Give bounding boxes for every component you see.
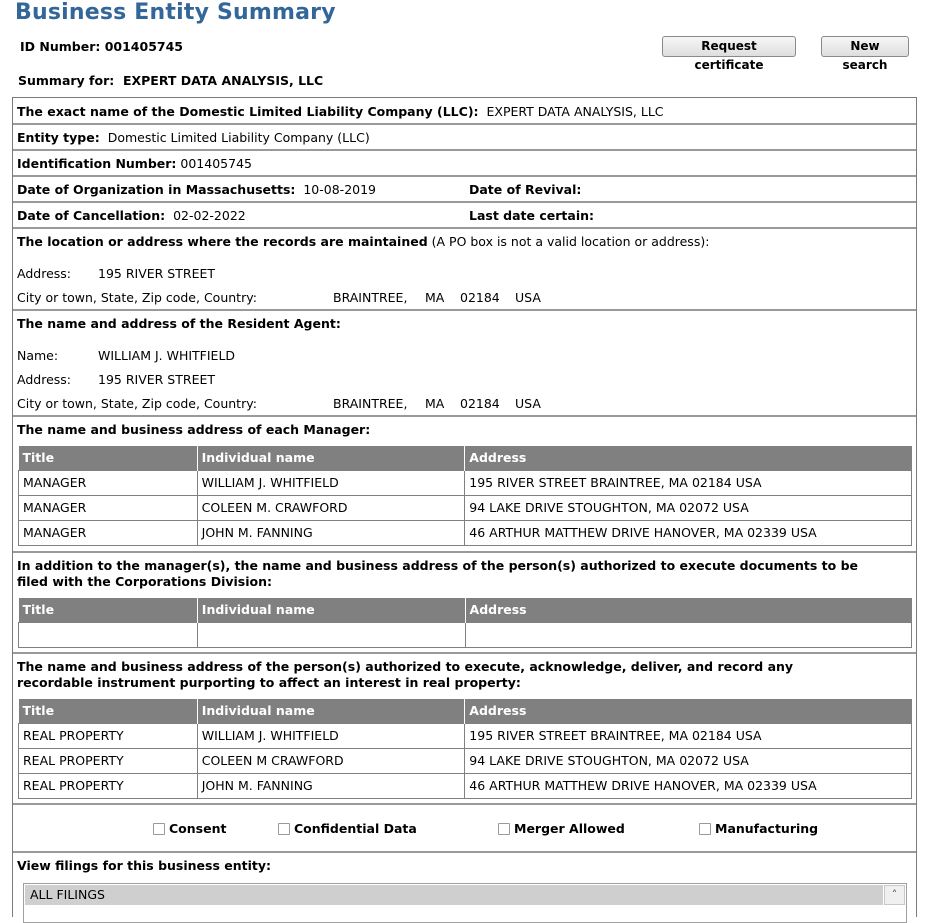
summary-label: Summary for: [18, 73, 115, 88]
property-title: REAL PROPERTY [19, 723, 198, 748]
property-title: REAL PROPERTY [19, 773, 198, 798]
table-row [19, 748, 912, 773]
id-number-value: 001405745 [104, 39, 183, 54]
agent-name-label: Name: [17, 348, 59, 363]
exact-name-value: EXPERT DATA ANALYSIS, LLC [486, 104, 664, 119]
cancellation-label: Date of Cancellation: [17, 208, 166, 223]
agent-city: BRAINTREE, [333, 396, 408, 411]
manager-address: 94 LAKE DRIVE STOUGHTON, MA 02072 USA [465, 495, 912, 520]
records-state: MA [425, 290, 445, 305]
table-row [19, 723, 912, 748]
identification-label: Identification Number: [17, 156, 177, 171]
property-title: REAL PROPERTY [19, 748, 198, 773]
col-title: Title [19, 699, 198, 723]
manager-title: MANAGER [19, 495, 198, 520]
consent-checkbox-box[interactable] [153, 823, 165, 835]
records-address-value: 195 RIVER STREET [98, 266, 215, 281]
resident-agent-section [13, 311, 916, 417]
authorized-table [18, 598, 912, 648]
property-address: 94 LAKE DRIVE STOUGHTON, MA 02072 USA [465, 748, 912, 773]
authorized-section [13, 553, 916, 654]
records-zip: 02184 [460, 290, 500, 305]
property-address: 195 RIVER STREET BRAINTREE, MA 02184 USA [465, 723, 912, 748]
new-search-button[interactable]: New search [821, 36, 909, 57]
manager-title: MANAGER [19, 520, 198, 545]
cancellation-value: 02-02-2022 [173, 208, 246, 223]
manager-name: WILLIAM J. WHITFIELD [197, 470, 465, 495]
summary-for [18, 73, 323, 88]
col-title: Title [19, 446, 198, 470]
col-address: Address [465, 598, 911, 622]
row-organization-date [13, 177, 916, 203]
consent-checkbox[interactable] [153, 821, 226, 836]
confidential-data-checkbox[interactable] [278, 821, 417, 836]
managers-section [13, 417, 916, 553]
real-property-heading-line1: The name and business address of the person(s) authorized to execute, acknowledge, deliver, and record any [17, 659, 794, 674]
records-location-note: (A PO box is not a valid location or address): [431, 234, 710, 249]
records-address-label: Address: [17, 266, 71, 281]
row-entity-type [13, 125, 916, 151]
agent-name-value: WILLIAM J. WHITFIELD [98, 348, 236, 363]
records-location-heading: The location or address where the records are maintained [17, 234, 428, 249]
organization-date-label: Date of Organization in Massachusetts: [17, 182, 296, 197]
revival-date-label: Date of Revival: [469, 182, 582, 197]
col-individual-name: Individual name [197, 699, 465, 723]
row-exact-name [13, 98, 916, 125]
table-row [19, 773, 912, 798]
empty-cell [197, 622, 465, 647]
page-title: Business Entity Summary [15, 0, 336, 25]
records-country: USA [515, 290, 541, 305]
table-row [19, 470, 912, 495]
row-cancellation [13, 203, 916, 229]
agent-city-label: City or town, State, Zip code, Country: [17, 396, 257, 411]
real-property-heading-line2: recordable instrument purporting to affect an interest in real property: [17, 675, 521, 690]
authorized-heading-line2: filed with the Corporations Division: [17, 574, 272, 589]
merger-allowed-checkbox[interactable] [498, 821, 625, 836]
manager-name: COLEEN M. CRAWFORD [197, 495, 465, 520]
property-address: 46 ARTHUR MATTHEW DRIVE HANOVER, MA 02339 USA [465, 773, 912, 798]
agent-address-label: Address: [17, 372, 71, 387]
identification-value: 001405745 [180, 156, 252, 171]
table-row [19, 622, 912, 647]
confidential-checkbox-box[interactable] [278, 823, 290, 835]
table-row [19, 520, 912, 545]
agent-address-value: 195 RIVER STREET [98, 372, 215, 387]
manager-title: MANAGER [19, 470, 198, 495]
scroll-up-arrow-icon[interactable]: ˄ [884, 885, 905, 905]
managers-table [18, 446, 912, 546]
table-row [19, 495, 912, 520]
manufacturing-label: Manufacturing [715, 821, 819, 836]
col-individual-name: Individual name [197, 446, 465, 470]
consent-label: Consent [169, 821, 227, 836]
agent-country: USA [515, 396, 541, 411]
real-property-section [13, 654, 916, 805]
filings-heading: View filings for this business entity: [17, 858, 272, 873]
confidential-label: Confidential Data [294, 821, 417, 836]
empty-cell [465, 622, 911, 647]
authorized-heading-line1: In addition to the manager(s), the name and business address of the person(s) authorized to execute documents to be [17, 558, 859, 573]
last-date-certain-label: Last date certain: [469, 208, 594, 223]
property-name: JOHN M. FANNING [197, 773, 465, 798]
agent-zip: 02184 [460, 396, 500, 411]
empty-cell [19, 622, 198, 647]
id-number-label: ID Number: [20, 39, 101, 54]
manufacturing-checkbox[interactable] [699, 821, 818, 836]
records-city: BRAINTREE, [333, 290, 408, 305]
request-certificate-button[interactable]: Request certificate [662, 36, 796, 57]
exact-name-label: The exact name of the Domestic Limited Liability Company (LLC): [17, 104, 479, 119]
merger-label: Merger Allowed [514, 821, 625, 836]
merger-checkbox-box[interactable] [498, 823, 510, 835]
summary-value: EXPERT DATA ANALYSIS, LLC [122, 73, 324, 88]
records-location-section [13, 229, 916, 311]
property-name: COLEEN M CRAWFORD [197, 748, 465, 773]
resident-agent-heading: The name and address of the Resident Agent: [17, 316, 341, 331]
entity-type-value: Domestic Limited Liability Company (LLC) [107, 130, 370, 145]
managers-heading: The name and business address of each Manager: [17, 422, 371, 437]
manager-name: JOHN M. FANNING [197, 520, 465, 545]
filings-listbox[interactable] [23, 883, 907, 923]
organization-date-value: 10-08-2019 [303, 182, 377, 197]
id-number [20, 39, 183, 54]
col-address: Address [465, 446, 912, 470]
records-city-label: City or town, State, Zip code, Country: [17, 290, 257, 305]
manager-address: 195 RIVER STREET BRAINTREE, MA 02184 USA [465, 470, 912, 495]
manufacturing-checkbox-box[interactable] [699, 823, 711, 835]
col-individual-name: Individual name [197, 598, 465, 622]
col-title: Title [19, 598, 198, 622]
filings-option-selected[interactable]: ALL FILINGS [25, 885, 883, 905]
real-property-table [18, 699, 912, 799]
entity-type-label: Entity type: [17, 130, 100, 145]
property-name: WILLIAM J. WHITFIELD [197, 723, 465, 748]
manager-address: 46 ARTHUR MATTHEW DRIVE HANOVER, MA 02339 USA [465, 520, 912, 545]
col-address: Address [465, 699, 912, 723]
row-identification [13, 151, 916, 177]
summary-frame [12, 97, 917, 917]
agent-state: MA [425, 396, 445, 411]
